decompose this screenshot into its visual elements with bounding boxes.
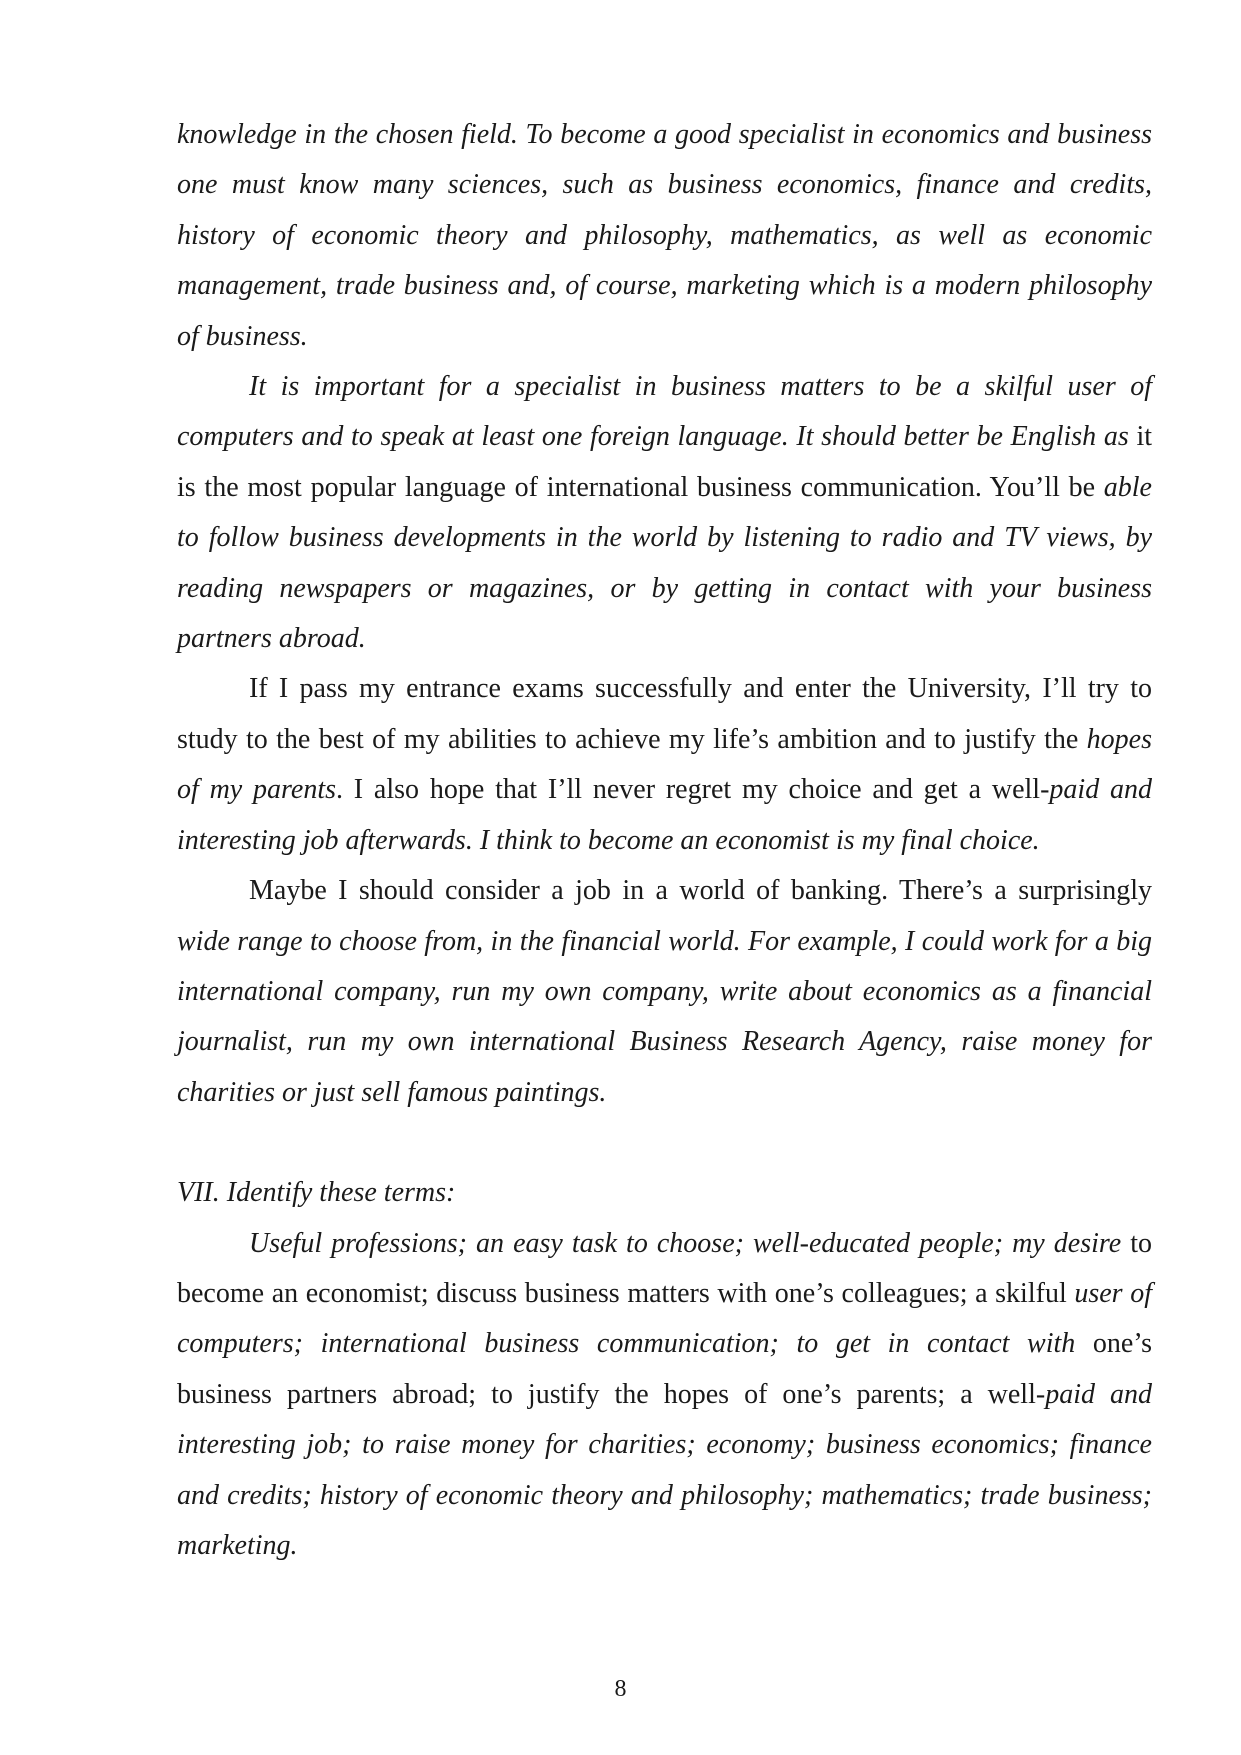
paragraph-2-text-roman-1: it is the most popular language of international business communication. You’ll be	[177, 421, 1152, 503]
section-spacer	[177, 1118, 1152, 1168]
paragraph-4-text-italic-1: wide range to choose from, in the financial world. For example, I could work for a big international company, run my own company, write about economics as a financial journalist, run my own international Business Research Agency, raise money for charities or just sell famous paintings.	[177, 925, 1152, 1108]
paragraph-3-text-italic-2: paid and interesting job afterwards. I think to become an economist is my final choice.	[177, 774, 1153, 856]
paragraph-3-text-roman-1: If I pass my entrance exams successfully and enter the University, I’ll try to study to the best of my abilities to achieve my life’s ambition and to justify the	[177, 673, 1152, 755]
paragraph-2-text-italic-1: It is important for a specialist in business matters to be a skilful user of computers and to speak at least one foreign language. It should better be English as	[177, 371, 1152, 453]
paragraph-2	[177, 362, 1152, 664]
paragraph-2-text-italic-2: able to follow business developments in the world by listening to radio and TV views, by reading newspapers or magazines, or by getting in contact with your business partners abroad.	[177, 471, 1152, 655]
terms-text-roman-2: one’s business partners abroad; to justify the hopes of one’s parents; a well-	[177, 1328, 1152, 1410]
terms-text-italic-1: Useful professions; an easy task to choose; well-educated people; my desire	[249, 1227, 1131, 1259]
paragraph-3-text-italic-1: hopes of my parents	[177, 723, 1152, 806]
paragraph-4-text-roman-1: Maybe I should consider a job in a world of banking. There’s a surprisingly	[249, 875, 1152, 907]
page-number: 8	[614, 1676, 627, 1702]
terms-text-italic-3: paid and interesting job; to raise money for charities; economy; business economics; finance and credits; history of economic theory and philosophy; mathematics; trade business; marketing.	[177, 1378, 1152, 1561]
terms-text-roman-1: to become an economist; discuss business matters with one’s colleagues; a skilful	[177, 1227, 1152, 1309]
terms-paragraph	[177, 1219, 1152, 1572]
paragraph-1	[177, 110, 1152, 362]
paragraph-1-text: knowledge in the chosen field. To become a good specialist in economics and business one must know many sciences, such as business economics, finance and credits, history of economic theory and philosophy, mathematics, as well as economic management, trade business and, of course, marketing which is a modern philosophy of business.	[177, 119, 1152, 352]
paragraph-3-text-roman-2: . I also hope that I’ll never regret my choice and get a well-	[336, 774, 1050, 806]
terms-text-italic-2: user of computers; international business communication; to get in contact with	[177, 1277, 1152, 1360]
section-heading: VII. Identify these terms:	[177, 1177, 456, 1209]
document-body	[177, 110, 1152, 1571]
paragraph-4	[177, 866, 1152, 1118]
paragraph-3	[177, 664, 1152, 866]
